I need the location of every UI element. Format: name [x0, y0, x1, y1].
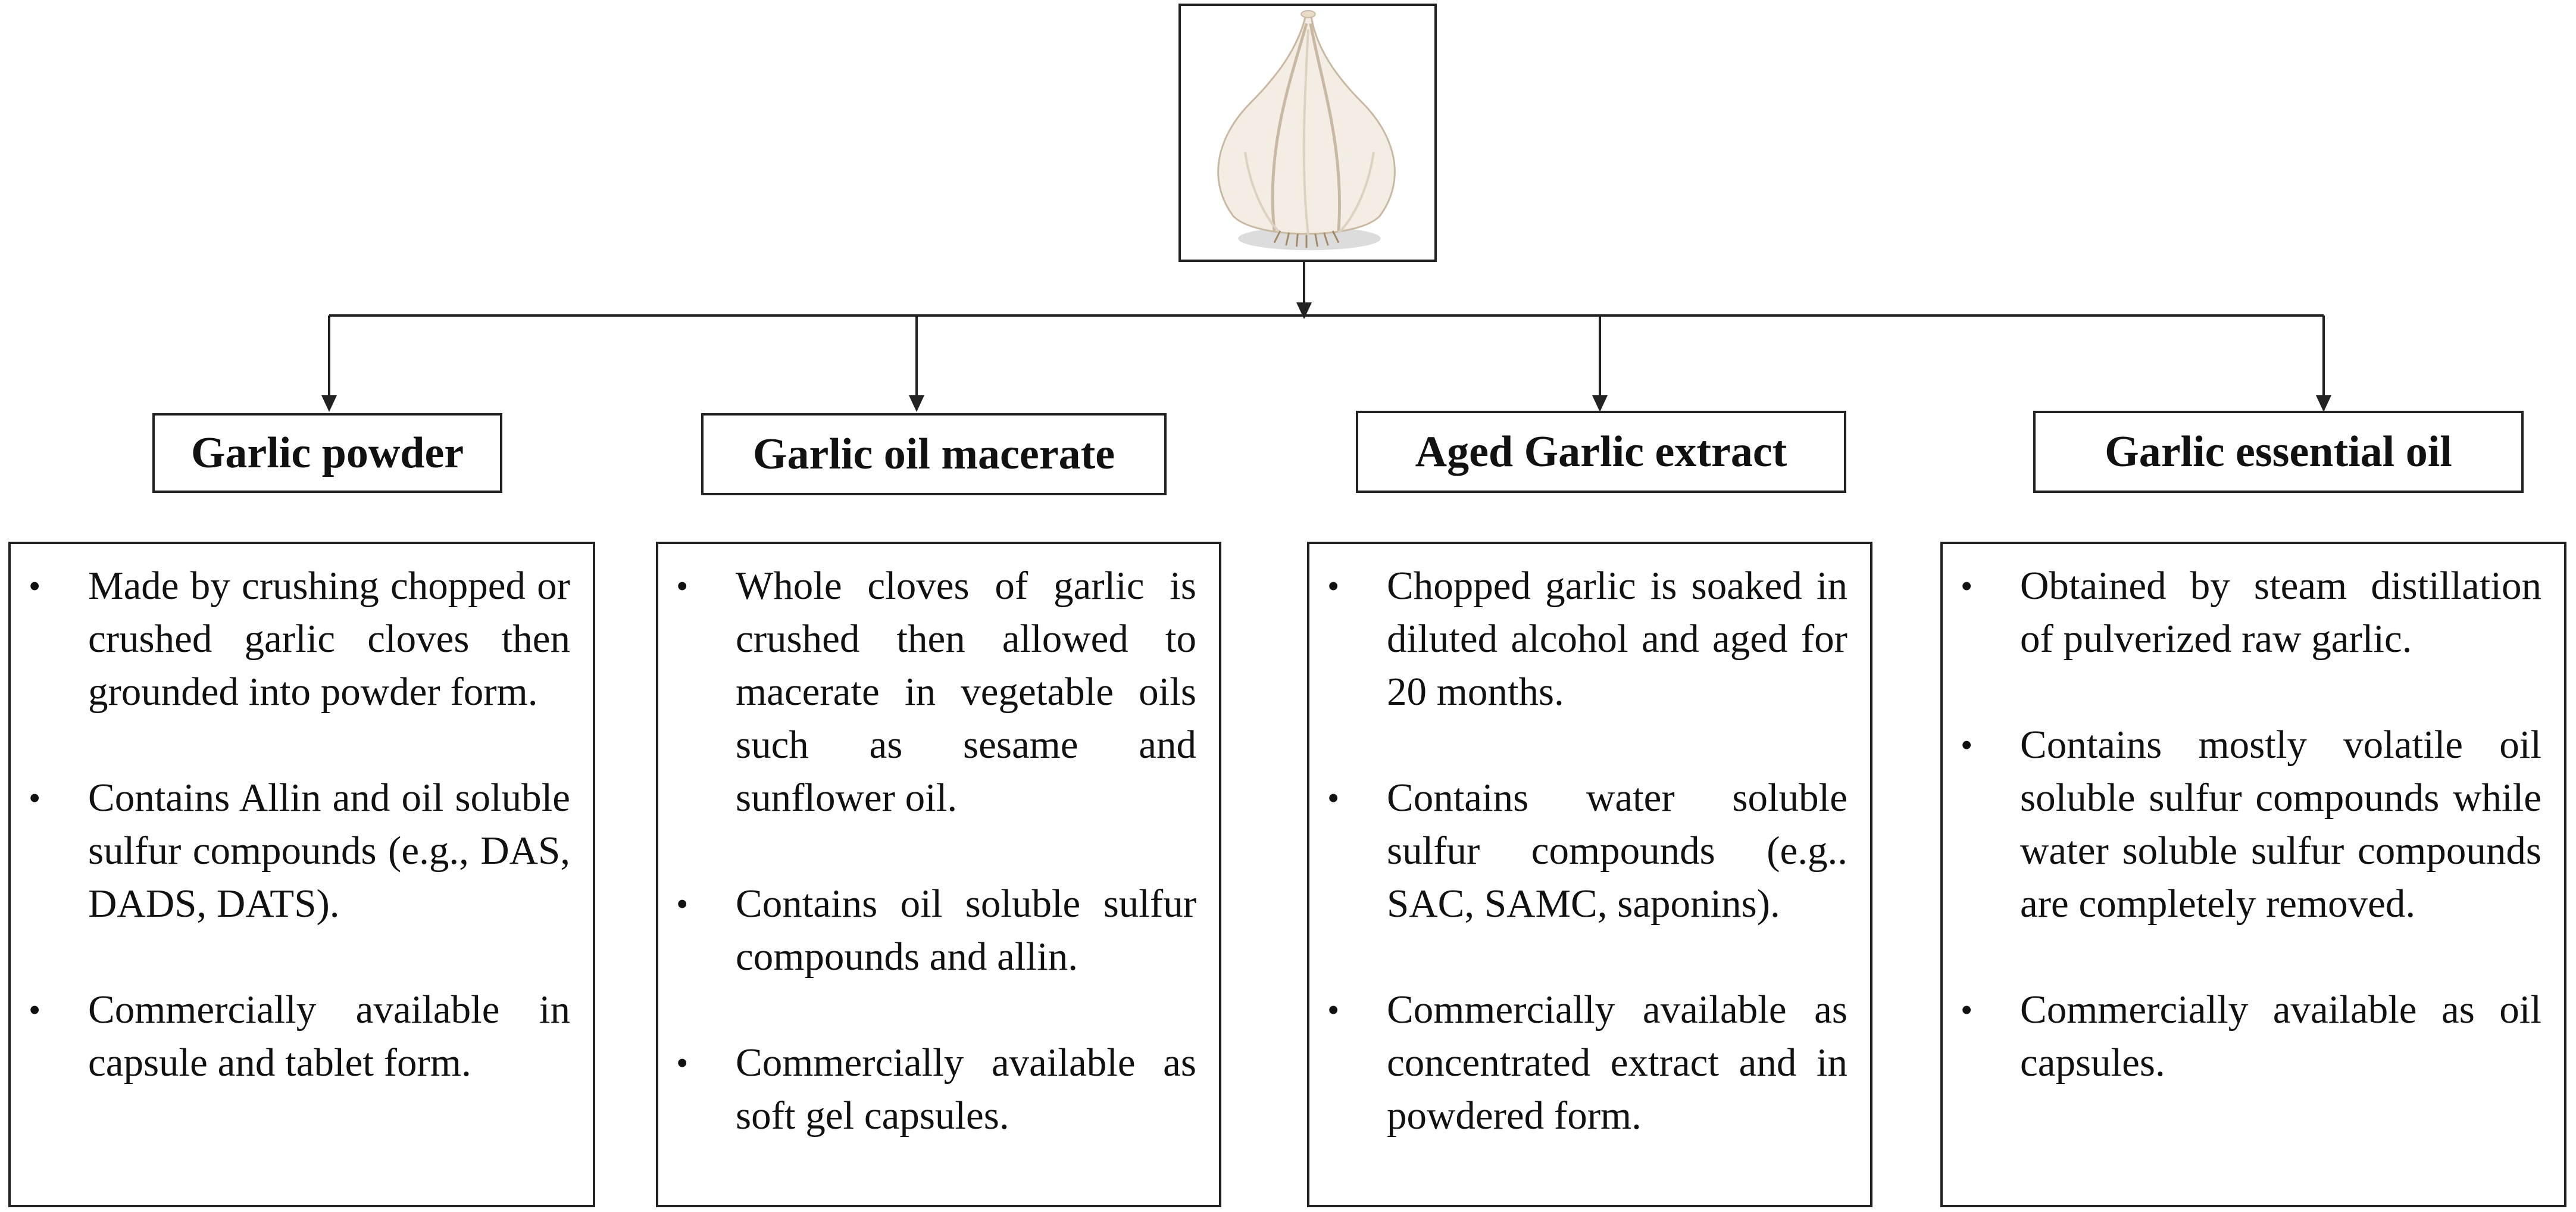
bullet-icon: •	[1961, 991, 1973, 1029]
detail-point	[1325, 771, 1847, 930]
detail-box-garlic-essential-oil	[1940, 542, 2566, 1207]
detail-list	[26, 560, 570, 1089]
detail-box-garlic-powder	[8, 542, 595, 1207]
detail-point	[1958, 983, 2541, 1089]
detail-list	[1958, 560, 2541, 1089]
connector-branch-3-arrowhead	[1592, 395, 1608, 412]
detail-point	[1958, 560, 2541, 666]
detail-list	[674, 560, 1196, 1142]
detail-point-text: Commercially available in capsule and tablet form.	[88, 988, 570, 1085]
bullet-icon: •	[29, 779, 41, 817]
detail-box-garlic-oil-macerate	[656, 542, 1221, 1207]
bullet-icon: •	[1961, 567, 1973, 605]
bullet-icon: •	[1327, 779, 1340, 817]
bullet-icon: •	[676, 885, 689, 923]
connector-branch-4-arrowhead	[2316, 395, 2331, 412]
detail-point-text: Chopped garlic is soaked in diluted alcohol and aged for 20 months.	[1387, 564, 1847, 714]
detail-point	[674, 560, 1196, 824]
bullet-icon: •	[1327, 567, 1340, 605]
category-title-garlic-essential-oil: Garlic essential oil	[2033, 411, 2524, 493]
category-title-garlic-oil-macerate: Garlic oil macerate	[701, 413, 1167, 495]
detail-point	[674, 1036, 1196, 1142]
detail-point-text: Contains mostly volatile oil soluble sulfur compounds while water soluble sulfur compounds are completely removed.	[2020, 723, 2541, 926]
category-title-aged-garlic-extract: Aged Garlic extract	[1356, 411, 1846, 493]
connector-branch-2-arrowhead	[909, 395, 924, 412]
detail-point	[26, 983, 570, 1089]
category-title-garlic-powder: Garlic powder	[152, 413, 502, 493]
detail-point-text: Made by crushing chopped or crushed garlic cloves then grounded into powder form.	[88, 564, 570, 714]
garlic-bulb-icon	[1181, 6, 1434, 260]
detail-point	[1325, 983, 1847, 1142]
detail-point-text: Commercially available as soft gel capsules.	[736, 1041, 1196, 1138]
bullet-icon: •	[676, 567, 689, 605]
detail-point-text: Contains Allin and oil soluble sulfur compounds (e.g., DAS, DADS, DATS).	[88, 776, 570, 926]
connector-trunk-arrowhead	[1296, 302, 1312, 319]
detail-box-aged-garlic-extract	[1307, 542, 1872, 1207]
detail-point	[1325, 560, 1847, 719]
detail-point-text: Commercially available as oil capsules.	[2020, 988, 2541, 1085]
detail-point	[26, 560, 570, 719]
detail-point-text: Contains water soluble sulfur compounds (e.g.. SAC, SAMC, saponins).	[1387, 776, 1847, 926]
bullet-icon: •	[29, 991, 41, 1029]
garlic-image-box	[1178, 4, 1437, 262]
connector-branch-1-arrowhead	[321, 395, 337, 412]
detail-point	[674, 877, 1196, 983]
bullet-icon: •	[29, 567, 41, 605]
detail-point-text: Commercially available as concentrated extract and in powdered form.	[1387, 988, 1847, 1138]
detail-point	[26, 771, 570, 930]
detail-point	[1958, 719, 2541, 930]
detail-list	[1325, 560, 1847, 1142]
detail-point-text: Contains oil soluble sulfur compounds and allin.	[736, 882, 1196, 979]
detail-point-text: Whole cloves of garlic is crushed then allowed to macerate in vegetable oils such as sesame and sunflower oil.	[736, 564, 1196, 820]
detail-point-text: Obtained by steam distillation of pulverized raw garlic.	[2020, 564, 2541, 661]
bullet-icon: •	[676, 1044, 689, 1082]
bullet-icon: •	[1327, 991, 1340, 1029]
bullet-icon: •	[1961, 726, 1973, 764]
